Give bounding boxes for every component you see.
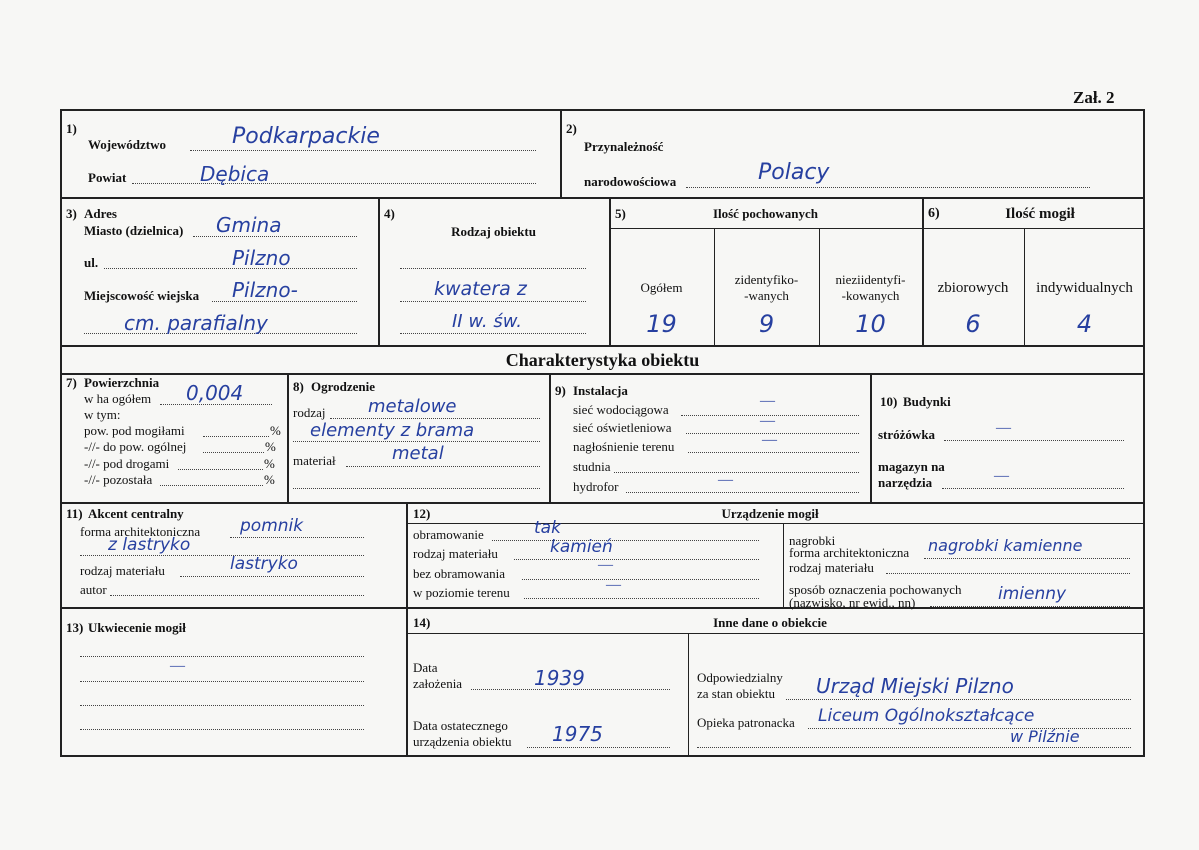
sound-value: —: [762, 432, 777, 448]
fence-type-label: rodzaj: [293, 405, 326, 420]
tomb-form-value: nagrobki kamienne: [928, 536, 1083, 555]
last-arranged-label-2: urządzenia obiektu: [413, 734, 512, 749]
flowers-title: Ukwiecenie mogił: [88, 620, 186, 635]
nationality-value: Polacy: [758, 160, 830, 185]
s4-number: 4): [384, 206, 395, 221]
object-type-value-2: II w. św.: [452, 311, 523, 332]
fence-type-value: metalowe: [368, 396, 457, 417]
hydrophore-label: hydrofor: [573, 479, 619, 494]
identified-label-1: zidentyfiko-: [734, 272, 799, 287]
area-title: Powierzchnia: [84, 375, 160, 390]
accent-material-label: rodzaj materiału: [80, 563, 165, 578]
object-type-value-1: kwatera z: [434, 278, 527, 300]
nationality-label-1: Przynależność: [584, 139, 664, 154]
water-supply-label: sieć wodociągowa: [573, 402, 669, 417]
storage-label-1: magazyn na: [878, 459, 945, 474]
address-title: Adres: [84, 206, 117, 221]
collective-value: 6: [965, 310, 981, 338]
area-rest-pct: %: [264, 472, 275, 487]
responsible-label-1: Odpowiedzialny: [697, 670, 783, 685]
county-label: Powiat: [88, 170, 127, 185]
fence-title: Ogrodzenie: [311, 379, 376, 394]
graves-count-title: Ilość mogił: [1005, 206, 1075, 222]
last-arranged-value: 1975: [552, 722, 603, 746]
s1-number: 1): [66, 121, 77, 136]
area-ratio-pct: %: [265, 439, 276, 454]
storage-label-2: narzędzia: [878, 475, 933, 490]
responsible-label-2: za stan obiektu: [697, 686, 775, 701]
s13-number: 13): [66, 620, 84, 635]
patronage-value: Liceum Ogólnokształcące: [818, 706, 1035, 726]
village-value: Pilzno-: [232, 278, 298, 302]
city-value: Gmina: [216, 213, 282, 237]
buried-count-title: Ilość pochowanych: [712, 206, 819, 221]
individual-label: indywidualnych: [1036, 280, 1133, 296]
identified-value: 9: [758, 310, 775, 338]
no-border-value: —: [598, 557, 613, 573]
area-total-value: 0,004: [186, 381, 244, 405]
area-graves-pct: %: [270, 423, 281, 438]
area-graves-label: pow. pod mogiłami: [84, 423, 185, 438]
accent-form-value-2: z lastryko: [108, 535, 191, 555]
grave-fittings-title: Urządzenie mogił: [721, 506, 819, 521]
object-type-title: Rodzaj obiektu: [451, 224, 536, 239]
marking-value: imienny: [998, 584, 1067, 604]
installation-title: Instalacja: [573, 383, 628, 398]
ground-level-label: w poziomie terenu: [413, 585, 510, 600]
cemetery-value: cm. parafialny: [124, 311, 268, 335]
accent-material-value: lastryko: [230, 554, 298, 574]
accent-form-label: forma architektoniczna: [80, 524, 201, 539]
s12-number: 12): [413, 506, 431, 521]
individual-value: 4: [1076, 310, 1093, 338]
unidentified-label-2: -kowanych: [841, 288, 900, 303]
tomb-form-label: forma architektoniczna: [789, 545, 910, 560]
area-incl-label: w tym:: [84, 407, 121, 422]
buildings-title: Budynki: [903, 394, 951, 409]
lighting-value: —: [760, 413, 775, 429]
responsible-value: Urząd Miejski Pilzno: [816, 674, 1014, 698]
county-value: Dębica: [200, 162, 270, 186]
nationality-label-2: narodowościowa: [584, 174, 677, 189]
water-supply-value: —: [760, 393, 775, 409]
well-label: studnia: [573, 459, 611, 474]
characteristics-title: Charakterystyka obiektu: [505, 350, 700, 370]
buried-total-label: Ogółem: [640, 280, 683, 295]
s2-number: 2): [566, 121, 577, 136]
s11-number: 11): [66, 506, 83, 521]
fence-material-value: metal: [392, 443, 444, 464]
village-label: Miejscowość wiejska: [84, 288, 200, 303]
fence-type-value-2: elementy z brama: [310, 420, 475, 441]
border-material-label: rodzaj materiału: [413, 546, 498, 561]
tomb-material-label: rodzaj materiału: [789, 560, 874, 575]
patronage-value-2: w Pilźnie: [1010, 727, 1080, 746]
border-material-value: kamień: [550, 537, 613, 557]
unidentified-value: 10: [855, 310, 886, 338]
guardhouse-label: stróżówka: [878, 427, 936, 442]
accent-author-label: autor: [80, 582, 107, 597]
accent-form-value: pomnik: [240, 516, 304, 536]
s14-number: 14): [413, 615, 431, 630]
founded-label-1: Data: [413, 660, 438, 675]
area-ratio-label: -//- do pow. ogólnej: [84, 439, 187, 454]
area-roads-pct: %: [264, 456, 275, 471]
border-label: obramowanie: [413, 527, 484, 542]
s9-number: 9): [555, 383, 566, 398]
central-accent-title: Akcent centralny: [88, 506, 184, 521]
tombstones-label: nagrobki: [789, 533, 836, 548]
storage-value: —: [994, 468, 1009, 484]
marking-label-2: (nazwisko, nr ewid., nn): [789, 595, 916, 610]
last-arranged-label-1: Data ostatecznego: [413, 718, 508, 733]
area-total-label: w ha ogółem: [84, 391, 152, 406]
street-value: Pilzno: [232, 246, 291, 270]
area-rest-label: -//- pozostała: [84, 472, 153, 487]
patronage-label: Opieka patronacka: [697, 715, 795, 730]
s10-number: 10): [880, 394, 898, 409]
other-data-title: Inne dane o obiekcie: [713, 615, 827, 630]
sound-label: nagłośnienie terenu: [573, 439, 675, 454]
s8-number: 8): [293, 379, 304, 394]
lighting-label: sieć oświetleniowa: [573, 420, 672, 435]
collective-label: zbiorowych: [937, 280, 1009, 296]
voivodeship-value: Podkarpackie: [232, 124, 380, 149]
s7-number: 7): [66, 375, 77, 390]
buried-total-value: 19: [646, 310, 677, 338]
s3-number: 3): [66, 206, 77, 221]
s5-number: 5): [615, 206, 626, 221]
area-roads-label: -//- pod drogami: [84, 456, 170, 471]
fence-material-label: materiał: [293, 453, 336, 468]
city-label: Miasto (dzielnica): [84, 223, 184, 238]
s6-number: 6): [928, 206, 940, 221]
unidentified-label-1: nieziidentyfi-: [835, 272, 906, 287]
no-border-label: bez obramowania: [413, 566, 506, 581]
marking-label-1: sposób oznaczenia pochowanych: [789, 582, 962, 597]
flowers-value: —: [170, 658, 185, 674]
guardhouse-value: —: [996, 420, 1011, 436]
founded-label-2: założenia: [413, 676, 463, 691]
identified-label-2: -wanych: [744, 288, 789, 303]
hydrophore-value: —: [718, 472, 733, 488]
street-label: ul.: [84, 255, 99, 270]
voivodeship-label: Województwo: [88, 137, 166, 152]
founded-value: 1939: [534, 666, 585, 690]
attachment-label: Zał. 2: [1073, 88, 1115, 107]
border-value: tak: [534, 518, 561, 538]
ground-level-value: —: [606, 577, 621, 593]
